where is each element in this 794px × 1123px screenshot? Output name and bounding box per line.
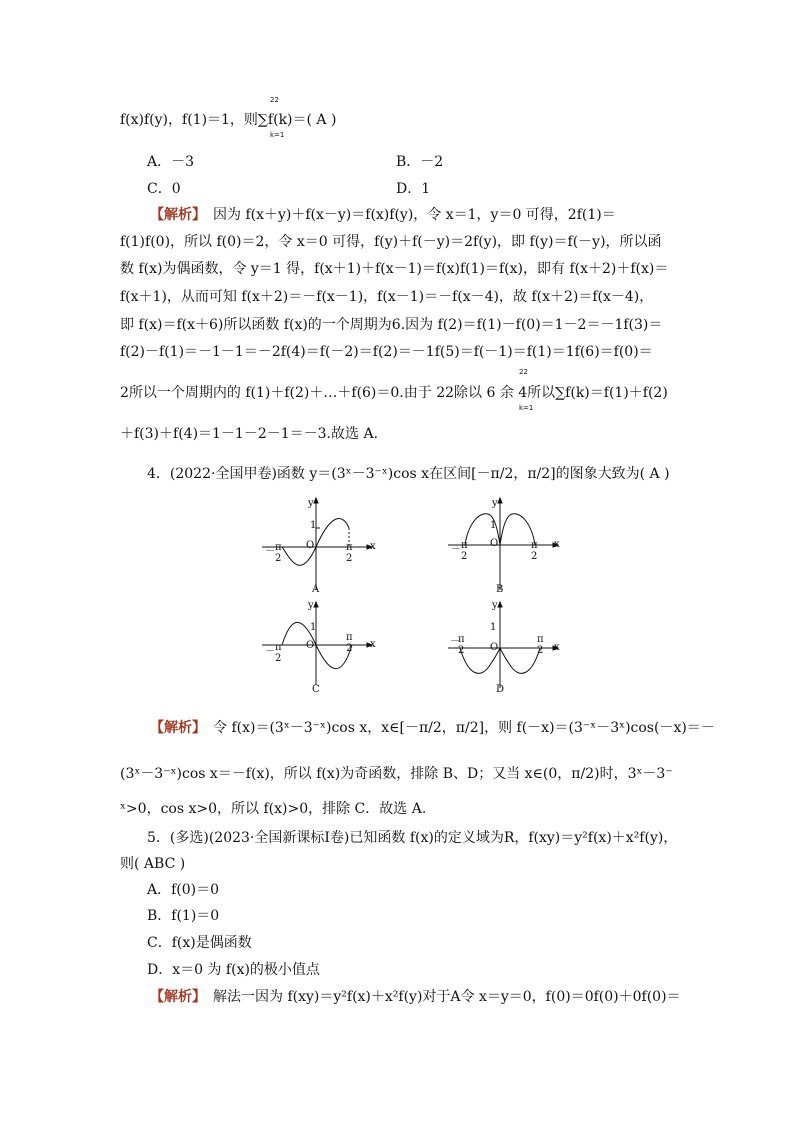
q5-option-b: B．f(1)＝0: [147, 908, 220, 924]
graph-b-pos-pi: π: [531, 540, 538, 551]
graph-a-y-label: y: [308, 498, 314, 509]
graph-a-origin: O: [306, 540, 315, 551]
graph-a-neg-pi: π: [275, 542, 282, 553]
graph-a-x-label: x: [370, 541, 376, 552]
graph-d-x-label: x: [554, 642, 560, 653]
q3-sum-lower: k=1: [270, 131, 285, 139]
q3-analysis-line-5: 即 f(x)＝f(x＋6)所以函数 f(x)的一个周期为6.因为 f(2)＝f(1)－f(0)＝1－2＝－1f(3)＝: [120, 317, 663, 333]
graph-a-pos-two: 2: [346, 553, 353, 564]
graph-c-origin: O: [306, 640, 315, 651]
graph-c-pos-pi: π: [346, 632, 353, 643]
q5-stem-line-1: 5．(多选)(2023·全国新课标Ⅰ卷)已知函数 f(x)的定义域为R，f(xy)＝y²f(x)＋x²f(y)，: [147, 830, 678, 846]
q3-analysis-line-7: 2所以一个周期内的 f(1)＋f(2)＋…＋f(6)＝0.由于 22除以 6 余 4所以∑f(k)＝f(1)＋f(2): [120, 385, 668, 401]
q4-stem: 4．(2022·全国甲卷)函数 y＝(3ˣ－3⁻ˣ)cos x在区间[－π/2，π/2]的图象大致为( A ): [147, 466, 670, 482]
graph-b-y-label: y: [492, 498, 498, 509]
q4-analysis-line-3: ˣ>0，cos x>0，所以 f(x)>0，排除 C．故选 A.: [120, 801, 427, 817]
graph-d-neg-two: 2: [458, 645, 465, 656]
q4-analysis-line-1: 【解析】 令 f(x)＝(3ˣ－3⁻ˣ)cos x，x∈[－π/2，π/2]，则 f(－x)＝(3⁻ˣ－3ˣ)cos(－x)＝－: [150, 720, 715, 736]
graph-d-pos-two: 2: [537, 645, 544, 656]
q5-stem-line-2: 则( ABC ): [120, 856, 186, 872]
q3-analysis-line-1: 【解析】 因为 f(x＋y)＋f(x－y)＝f(x)f(y)，令 x＝1，y＝0 可得，2f(1)＝: [150, 207, 616, 223]
graph-c-tick-one: 1: [310, 622, 317, 633]
graph-a-tick-one: 1: [310, 520, 317, 531]
q3-analysis-line-4: f(x＋1)，从而可知 f(x＋2)＝－f(x－1)，f(x－1)＝－f(x－4)，故 f(x＋2)＝f(x－4)，: [120, 289, 654, 305]
q4-analysis-line-2: (3ˣ－3⁻ˣ)cos x＝－f(x)，所以 f(x)为奇函数，排除 B、D；又当 x∈(0，π/2)时，3ˣ－3⁻: [120, 766, 673, 782]
graph-c-y-label: y: [308, 600, 314, 611]
q3-option-d: D．1: [396, 181, 431, 197]
q3-sum-upper: 22: [270, 96, 279, 104]
q5-option-c: C．f(x)是偶函数: [147, 935, 252, 951]
q3-analysis-tag: 【解析】: [150, 207, 199, 223]
q3-option-c: C．0: [147, 181, 181, 197]
graph-b-pos-two: 2: [531, 551, 538, 562]
q5-option-d: D．x＝0 为 f(x)的极小值点: [147, 962, 320, 978]
graph-a-pos-pi: π: [346, 542, 353, 553]
q3-option-b: B．－2: [396, 154, 444, 170]
graph-b-neg-pi: π: [461, 540, 468, 551]
graph-a-label: A: [312, 584, 320, 595]
q3-stem: f(x)f(y)，f(1)＝1，则∑f(k)＝( A ): [120, 112, 337, 128]
graph-b-x-label: x: [554, 539, 560, 550]
q3-analysis-line-6: f(2)－f(1)＝－1－1＝－2f(4)＝f(－2)＝f(2)＝－1f(5)＝f(－1)＝f(1)＝1f(6)＝f(0)＝: [120, 344, 653, 360]
q3-option-a: A．－3: [147, 154, 195, 170]
graph-c-neg-two: 2: [275, 653, 282, 664]
graph-b-neg-two: 2: [461, 551, 468, 562]
q4-graphs: [0, 490, 794, 710]
graph-d-label: D: [496, 684, 505, 695]
q4-analysis-tag: 【解析】: [150, 720, 199, 736]
graph-d-tick-one: 1: [490, 622, 497, 633]
graph-d-y-label: y: [492, 600, 498, 611]
graph-b-label: B: [496, 584, 504, 595]
graph-d-pos-pi: π: [537, 634, 544, 645]
graph-b-origin: O: [490, 538, 499, 549]
graph-c-pos-two: 2: [346, 643, 353, 654]
q3-sum2-lower: k=1: [519, 404, 534, 412]
graph-a-neg-two: 2: [275, 553, 282, 564]
graph-d-neg-pi: π: [458, 634, 465, 645]
graph-a-neg-sign: －: [265, 546, 275, 557]
q3-analysis-line-2: f(1)f(0)，所以 f(0)＝2，令 x＝0 可得，f(y)＋f(－y)＝2f(y)，即 f(y)＝f(－y)，所以函: [120, 234, 662, 250]
q3-analysis-line-8: ＋f(3)＋f(4)＝1－1－2－1＝－3.故选 A.: [120, 426, 379, 442]
graph-c-neg-sign: －: [265, 646, 275, 657]
graph-d-neg-sign: －: [450, 636, 460, 647]
q5-analysis-line-1: 【解析】 解法一因为 f(xy)＝y²f(x)＋x²f(y)对于A令 x＝y＝0，f(0)＝0f(0)＋0f(0)＝: [150, 989, 681, 1005]
q3-sum2-upper: 22: [519, 368, 528, 376]
q5-option-a: A．f(0)＝0: [147, 882, 220, 898]
graph-d-origin: O: [490, 642, 499, 653]
graph-b-neg-sign: －: [451, 544, 461, 555]
graph-c-label: C: [312, 684, 320, 695]
q5-analysis-tag: 【解析】: [150, 989, 199, 1005]
q3-analysis-line-3: 数 f(x)为偶函数，令 y＝1 得，f(x＋1)＋f(x－1)＝f(x)f(1)＝f(x)，即有 f(x＋2)＋f(x)＝: [120, 261, 669, 277]
graph-c-neg-pi: π: [275, 642, 282, 653]
graph-b-tick-one: 1: [490, 520, 497, 531]
graph-c-x-label: x: [370, 639, 376, 650]
